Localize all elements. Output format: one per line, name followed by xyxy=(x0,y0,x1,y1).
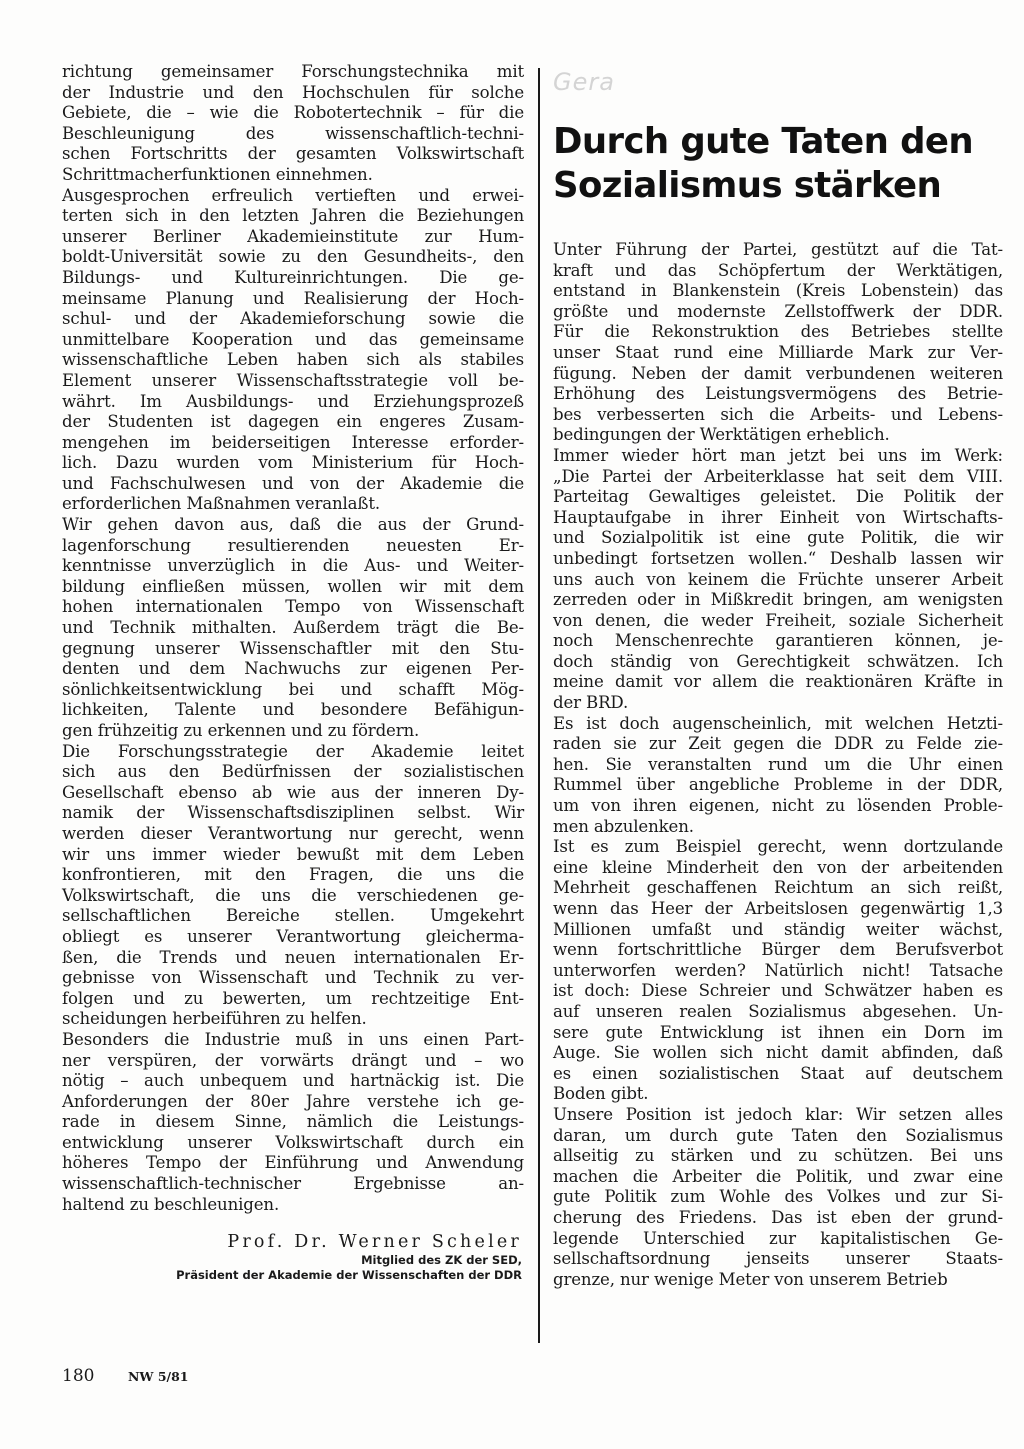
text-line: fügung. Neben der damit verbundenen weiteren xyxy=(553,363,1003,383)
text-line: richtung gemeinsamer Forschungstechnika mit xyxy=(62,62,524,81)
text-line: höheres Tempo der Einführung und Anwendung xyxy=(62,1153,524,1173)
text-line: Element unserer Wissenschaftsstrategie voll be- xyxy=(62,370,524,390)
text-line: folgen und zu bewerten, um rechtzeitige Ent- xyxy=(62,988,524,1008)
headline-line-1: Durch gute Taten den xyxy=(553,121,974,162)
text-line: der Industrie und den Hochschulen für solche xyxy=(62,82,524,102)
text-line: bes verbesserten sich die Arbeits- und Lebens- xyxy=(553,404,1003,424)
text-line: Gesellschaft ebenso ab wie aus der inneren Dy- xyxy=(62,782,524,802)
text-line: Für die Rekonstruktion des Betriebes stellte xyxy=(553,322,1003,342)
text-line: bildung einfließen müssen, wollen wir mit dem xyxy=(62,576,524,596)
text-line: cherung des Friedens. Das ist eben der grund- xyxy=(553,1207,1003,1227)
text-line: Erhöhung des Leistungsvermögens des Betrie- xyxy=(553,384,1003,404)
text-line: Wir gehen davon aus, daß die aus der Grund- xyxy=(62,515,524,535)
text-line: wissenschaftliche Leben haben sich als stabiles xyxy=(62,350,524,370)
text-line: entwicklung unserer Volkswirtschaft durch ein xyxy=(62,1132,524,1152)
text-line: ist doch: Diese Schreier und Schwätzer haben es xyxy=(553,981,1003,1001)
text-line: mengehen im beiderseitigen Interesse erforder- xyxy=(62,432,524,452)
text-line: werden dieser Verantwortung nur gerecht, wenn xyxy=(62,823,524,843)
text-line: terten sich in den letzten Jahren die Beziehungen xyxy=(62,206,524,226)
text-line: meine damit vor allem die reaktionären Kräfte in xyxy=(553,672,1003,692)
text-line: gute Politik zum Wohle des Volkes und zur Si- xyxy=(553,1187,1003,1207)
text-line: zerreden oder in Mißkredit bringen, am wenigsten xyxy=(553,590,1003,610)
text-line: ner verspüren, der vorwärts drängt und – wo xyxy=(62,1050,524,1070)
text-line: allseitig zu stärken und zu schützen. Bei uns xyxy=(553,1146,1003,1166)
text-line: währt. Im Ausbildungs- und Erziehungsprozeß xyxy=(62,391,524,411)
text-line: unterworfen werden? Natürlich nicht! Tatsache xyxy=(553,960,1003,980)
text-line: erforderlichen Maßnahmen veranlaßt. xyxy=(62,494,381,514)
text-line: der Studenten ist dagegen ein engeres Zusam- xyxy=(62,412,524,432)
text-line: legende Unterschied zur kapitalistischen Ge- xyxy=(553,1228,1003,1248)
text-line: Besonders die Industrie muß in uns einen Part- xyxy=(62,1029,524,1049)
kicker-location: Gera xyxy=(553,68,615,96)
author-role-1: Mitglied des ZK der SED, xyxy=(361,1253,522,1267)
text-line: hohen internationalen Tempo von Wissenschaft xyxy=(62,597,524,617)
text-line: sellschaftlichen Bereiche stellen. Umgekehrt xyxy=(62,906,524,926)
text-line: machen die Arbeiter die Politik, und zwar eine xyxy=(553,1166,1003,1186)
text-line: Mehrheit geschaffenen Reichtum an sich reißt, xyxy=(553,878,1003,898)
text-line: Rummel über angebliche Probleme in der DDR, xyxy=(553,775,1003,795)
text-line: unserer Berliner Akademieinstitute zur Hum- xyxy=(62,226,524,246)
text-line: Ist es zum Beispiel gerecht, wenn dortzulande xyxy=(553,837,1003,857)
text-line: Immer wieder hört man jetzt bei uns im Werk: xyxy=(553,445,1003,465)
text-line: und Fachschulwesen und von der Akademie die xyxy=(62,473,524,493)
headline-line-2: Sozialismus stärken xyxy=(553,165,942,206)
text-line: Bildungs- und Kultureinrichtungen. Die ge- xyxy=(62,267,524,287)
text-line: Millionen umfaßt und ständig weiter wächst, xyxy=(553,919,1003,939)
text-line: namik der Wissenschaftsdisziplinen selbst. Wir xyxy=(62,803,524,823)
text-line: Anforderungen der 80er Jahre verstehe ich ge- xyxy=(62,1091,524,1111)
text-line: boldt-Universität sowie zu den Gesundheits-, den xyxy=(62,247,524,267)
page-number: 180 xyxy=(62,1366,95,1386)
text-line: grenze, nur wenige Meter von unserem Betrieb xyxy=(553,1269,948,1289)
text-line: unser Staat rund eine Milliarde Mark zur Ver- xyxy=(553,342,1003,362)
text-line: lichkeiten, Talente und besondere Befähigun- xyxy=(62,700,524,720)
text-line: hen. Sie veranstalten rund um die Uhr einen xyxy=(553,754,1003,774)
text-line: wenn fortschrittliche Bürger dem Berufsverbot xyxy=(553,940,1003,960)
text-line: Ausgesprochen erfreulich vertieften und erwei- xyxy=(62,185,524,205)
text-line: gen frühzeitig zu erkennen und zu fördern. xyxy=(62,721,420,740)
text-line: Auge. Sie wollen sich nicht damit abfinden, daß xyxy=(553,1043,1003,1063)
author-signature xyxy=(62,1231,522,1283)
author-role-2: Präsident der Akademie der Wissenschaften der DDR xyxy=(176,1268,522,1282)
text-line: uns auch von keinem die Früchte unserer Arbeit xyxy=(553,569,1003,589)
text-line: Die Forschungsstrategie der Akademie leitet xyxy=(62,741,524,761)
text-line: Boden gibt. xyxy=(553,1084,649,1104)
author-name: Prof. Dr. Werner Scheler xyxy=(227,1232,522,1252)
text-line: kenntnisse unverzüglich in die Aus- und Weiter- xyxy=(62,556,524,576)
text-line: und Sozialpolitik ist eine gute Politik, die wir xyxy=(553,528,1003,548)
text-line: unmittelbare Kooperation und das gemeinsame xyxy=(62,329,524,349)
text-line: um von ihren eigenen, nicht zu lösenden Proble- xyxy=(553,796,1003,816)
text-line: gebnisse von Wissenschaft und Technik zu ver- xyxy=(62,968,524,988)
text-line: men abzulenken. xyxy=(553,816,694,836)
text-line: daran, um durch gute Taten den Sozialismus xyxy=(553,1125,1003,1145)
text-line: sere gute Entwicklung ist ihnen ein Dorn im xyxy=(553,1022,1003,1042)
text-line: ßen, die Trends und neuen internationalen Er- xyxy=(62,947,524,967)
issue-label: NW 5/81 xyxy=(128,1369,189,1384)
text-line: lagenforschung resultierenden neuesten Er- xyxy=(62,535,524,555)
text-line: Gebiete, die – wie die Robotertechnik – für die xyxy=(62,103,524,123)
text-line: lich. Dazu wurden vom Ministerium für Hoch- xyxy=(62,453,524,473)
text-line: haltend zu beschleunigen. xyxy=(62,1194,280,1214)
column-divider xyxy=(538,68,540,1343)
text-line: wir uns immer wieder bewußt mit dem Leben xyxy=(62,844,524,864)
text-line: rade in diesem Sinne, nämlich die Leistungs- xyxy=(62,1112,524,1132)
text-line: wenn das Heer der Arbeitslosen gegenwärtig 1,3 xyxy=(553,899,1003,918)
text-line: unbedingt fortsetzen wollen.“ Deshalb lassen wir xyxy=(553,548,1003,568)
right-column-body xyxy=(553,240,1003,1290)
text-line: obliegt es unserer Verantwortung gleicherma- xyxy=(62,926,524,946)
text-line: sellschaftsordnung jenseits unserer Staats- xyxy=(553,1249,1003,1269)
text-line: sich aus den Bedürfnissen der sozialistischen xyxy=(62,762,524,782)
text-line: schen Fortschritts der gesamten Volkswirtschaft xyxy=(62,144,524,164)
text-line: es einen sozialistischen Staat auf deutschem xyxy=(553,1063,1003,1083)
text-line: Schrittmacherfunktionen einnehmen. xyxy=(62,164,373,184)
text-line: wissenschaftlich-technischer Ergebnisse an- xyxy=(62,1174,524,1194)
text-line: konfrontieren, mit den Fragen, die uns die xyxy=(62,865,524,885)
text-line: eine kleine Minderheit den von der arbeitenden xyxy=(553,857,1003,877)
text-line: Unter Führung der Partei, gestützt auf die Tat- xyxy=(553,240,1003,259)
text-line: doch ständig von Gerechtigkeit schwätzen. Ich xyxy=(553,651,1003,671)
text-line: der BRD. xyxy=(553,693,629,713)
text-line: auf unseren realen Sozialismus abgesehen. Un- xyxy=(553,1001,1003,1021)
text-line: kraft und das Schöpfertum der Werktätigen, xyxy=(553,260,1003,280)
text-line: bedingungen der Werktätigen erheblich. xyxy=(553,425,890,445)
text-line: Volkswirtschaft, die uns die verschiedenen ge- xyxy=(62,885,524,905)
text-line: noch Menschenrechte garantieren können, je- xyxy=(553,631,1003,651)
text-line: und Technik mithalten. Außerdem trägt die Be- xyxy=(62,618,524,638)
text-line: gegnung unserer Wissenschaftler mit den Stu- xyxy=(62,638,524,658)
text-line: größte und modernste Zellstoffwerk der DDR. xyxy=(553,301,1003,321)
text-line: Beschleunigung des wissenschaftlich-techni- xyxy=(62,123,524,143)
text-line: Es ist doch augenscheinlich, mit welchen Hetzti- xyxy=(553,713,1003,733)
text-line: raden sie zur Zeit gegen die DDR zu Felde zie- xyxy=(553,734,1003,754)
text-line: Parteitag Gewaltiges geleistet. Die Politik der xyxy=(553,487,1003,507)
text-line: schul- und der Akademieforschung sowie die xyxy=(62,309,524,329)
text-line: entstand in Blankenstein (Kreis Lobenstein) das xyxy=(553,281,1003,301)
text-line: meinsame Planung und Realisierung der Hoch- xyxy=(62,288,524,308)
text-line: Hauptaufgabe in ihrer Einheit von Wirtschafts- xyxy=(553,507,1003,527)
article-headline xyxy=(553,120,1013,208)
text-line: von denen, die weder Freiheit, soziale Sicherheit xyxy=(553,610,1003,630)
text-line: sönlichkeitsentwicklung bei und schafft Mög- xyxy=(62,679,524,699)
text-line: nötig – auch unbequem und hartnäckig ist. Die xyxy=(62,1071,524,1091)
left-column xyxy=(62,62,524,1215)
text-line: denten und dem Nachwuchs zur eigenen Per- xyxy=(62,659,524,679)
text-line: „Die Partei der Arbeiterklasse hat seit dem VIII. xyxy=(553,466,1003,486)
text-line: Unsere Position ist jedoch klar: Wir setzen alles xyxy=(553,1104,1003,1124)
text-line: scheidungen herbeiführen zu helfen. xyxy=(62,1009,367,1029)
